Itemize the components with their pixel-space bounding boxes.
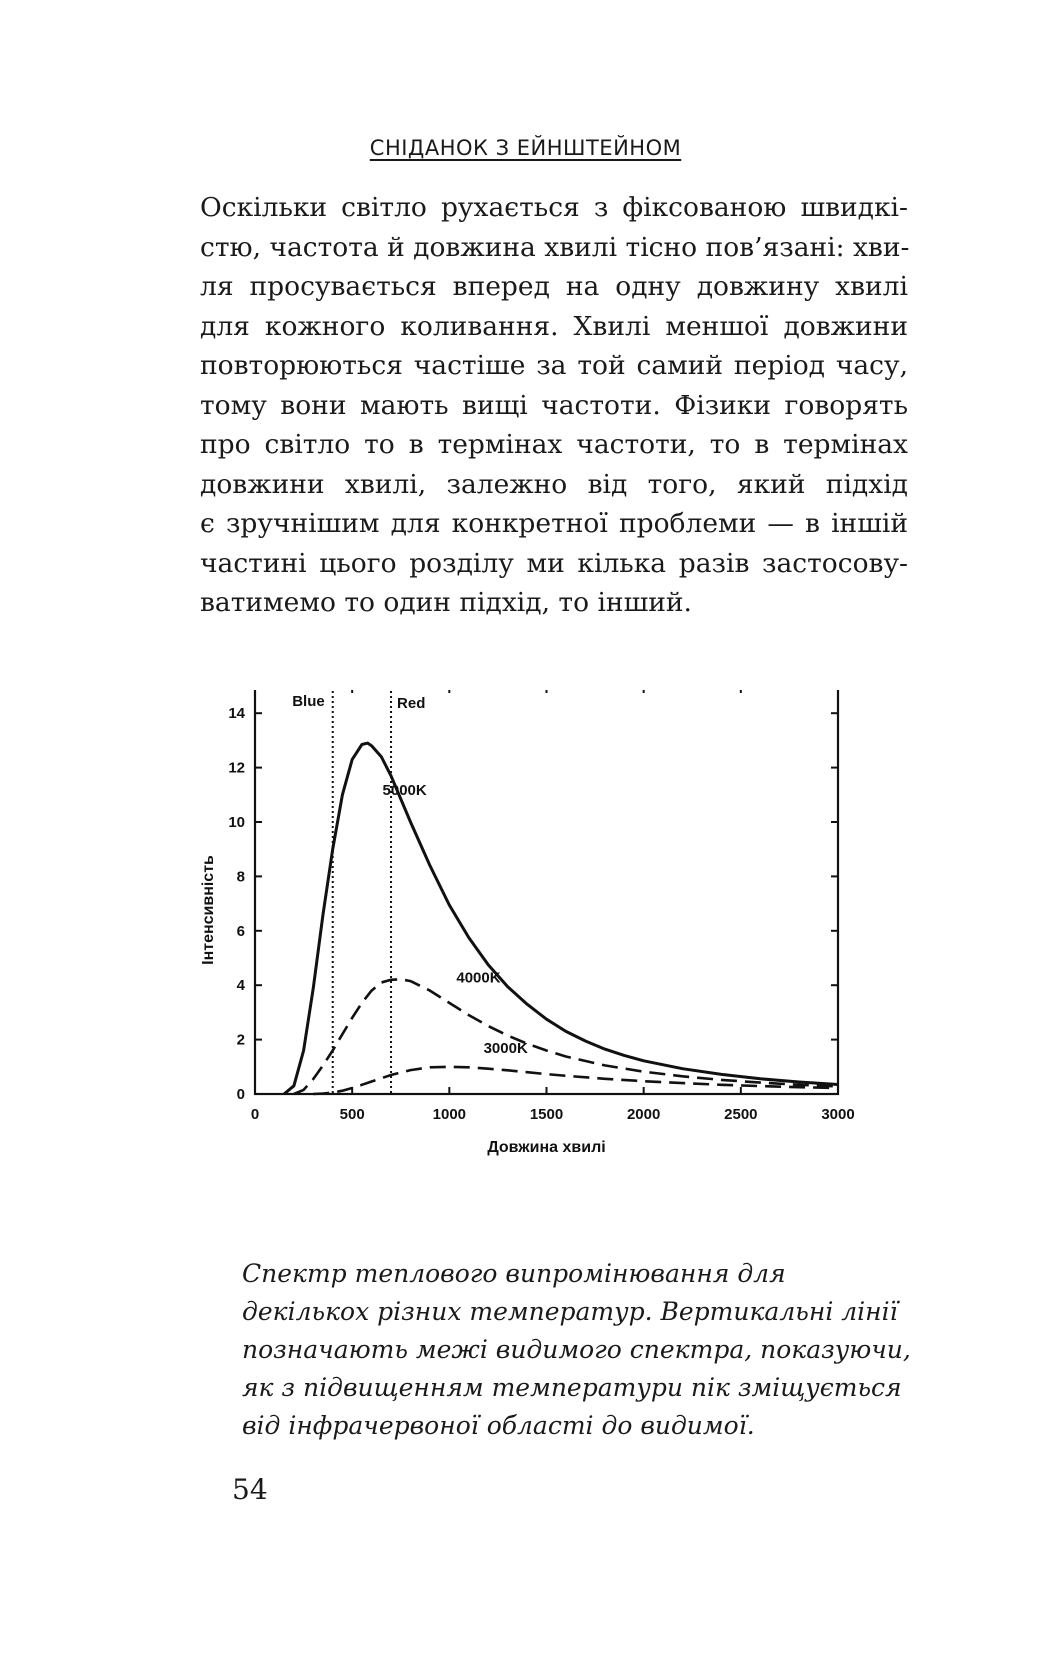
y-axis-label: Інтенсивність xyxy=(200,855,217,965)
body-line: Оскільки світло рухається з фіксованою швидкі- xyxy=(200,192,908,223)
body-text xyxy=(200,188,908,623)
vline-label-blue: Blue xyxy=(292,693,325,710)
series-label-3000k: 3000K xyxy=(483,1040,528,1058)
caption-line: Спектр теплового випромінювання для xyxy=(242,1259,786,1288)
body-line: довжини хвилі, залежно від того, який підхід xyxy=(200,468,908,500)
body-line: частині цього розділу ми кілька разів застосову- xyxy=(200,547,908,579)
chart-svg xyxy=(0,690,1051,1230)
page-number: 54 xyxy=(232,1473,268,1506)
y-tick-label: 6 xyxy=(236,922,245,940)
y-tick-label: 10 xyxy=(228,814,245,831)
x-tick-label: 1500 xyxy=(529,1106,564,1123)
caption-line: позначають межі видимого спектра, показуючи, xyxy=(242,1335,911,1364)
series-4000k-line xyxy=(294,979,838,1094)
y-tick-label: 12 xyxy=(228,759,245,777)
x-tick-label: 500 xyxy=(339,1106,365,1123)
caption-line: декількох різних температур. Вертикальні лінії xyxy=(242,1297,898,1326)
body-line: стю, частота й довжина хвилі тісно пов’язані: хви- xyxy=(200,231,910,263)
running-head: СНІДАНОК З ЕЙНШТЕЙНОМ xyxy=(369,136,682,160)
caption-line: як з підвищенням температури пік зміщується xyxy=(242,1373,902,1402)
body-line: для кожного коливання. Хвилі меншої довжини xyxy=(200,310,908,342)
body-line: є зручнішим для конкретної проблеми — в іншій xyxy=(200,508,908,539)
caption-line: від інфрачервоної області до видимої. xyxy=(242,1411,755,1440)
body-line: про світло то в термінах частоти, то в термінах xyxy=(200,429,908,460)
x-tick-label: 0 xyxy=(250,1106,260,1123)
x-tick-label: 1000 xyxy=(432,1106,467,1123)
body-line: ля просувається вперед на одну довжину хвилі xyxy=(200,271,908,302)
y-tick-label: 2 xyxy=(236,1031,245,1049)
y-tick-label: 4 xyxy=(236,977,245,995)
series-3000k-line xyxy=(313,1067,838,1094)
vline-label-red: Red xyxy=(397,695,426,712)
x-tick-label: 2500 xyxy=(724,1106,758,1123)
series-5000k-line xyxy=(284,743,838,1094)
figure-caption xyxy=(242,1255,911,1445)
series-label-4000k: 4000K xyxy=(456,969,501,987)
x-axis-label: Довжина хвилі xyxy=(487,1139,606,1156)
y-tick-label: 8 xyxy=(236,868,245,886)
x-tick-label: 3000 xyxy=(821,1106,855,1123)
y-tick-label: 14 xyxy=(228,705,245,723)
series-label-5000k: 5000K xyxy=(382,781,427,799)
spectrum-chart xyxy=(0,690,1051,1230)
y-tick-label: 0 xyxy=(236,1086,245,1103)
body-line: повторюються частіше за той самий період часу, xyxy=(200,350,908,381)
x-tick-label: 2000 xyxy=(626,1106,661,1123)
body-line: тому вони мають вищі частоти. Фізики говорять xyxy=(200,389,908,421)
body-line: ватимемо то один підхід, то інший. xyxy=(200,587,692,618)
